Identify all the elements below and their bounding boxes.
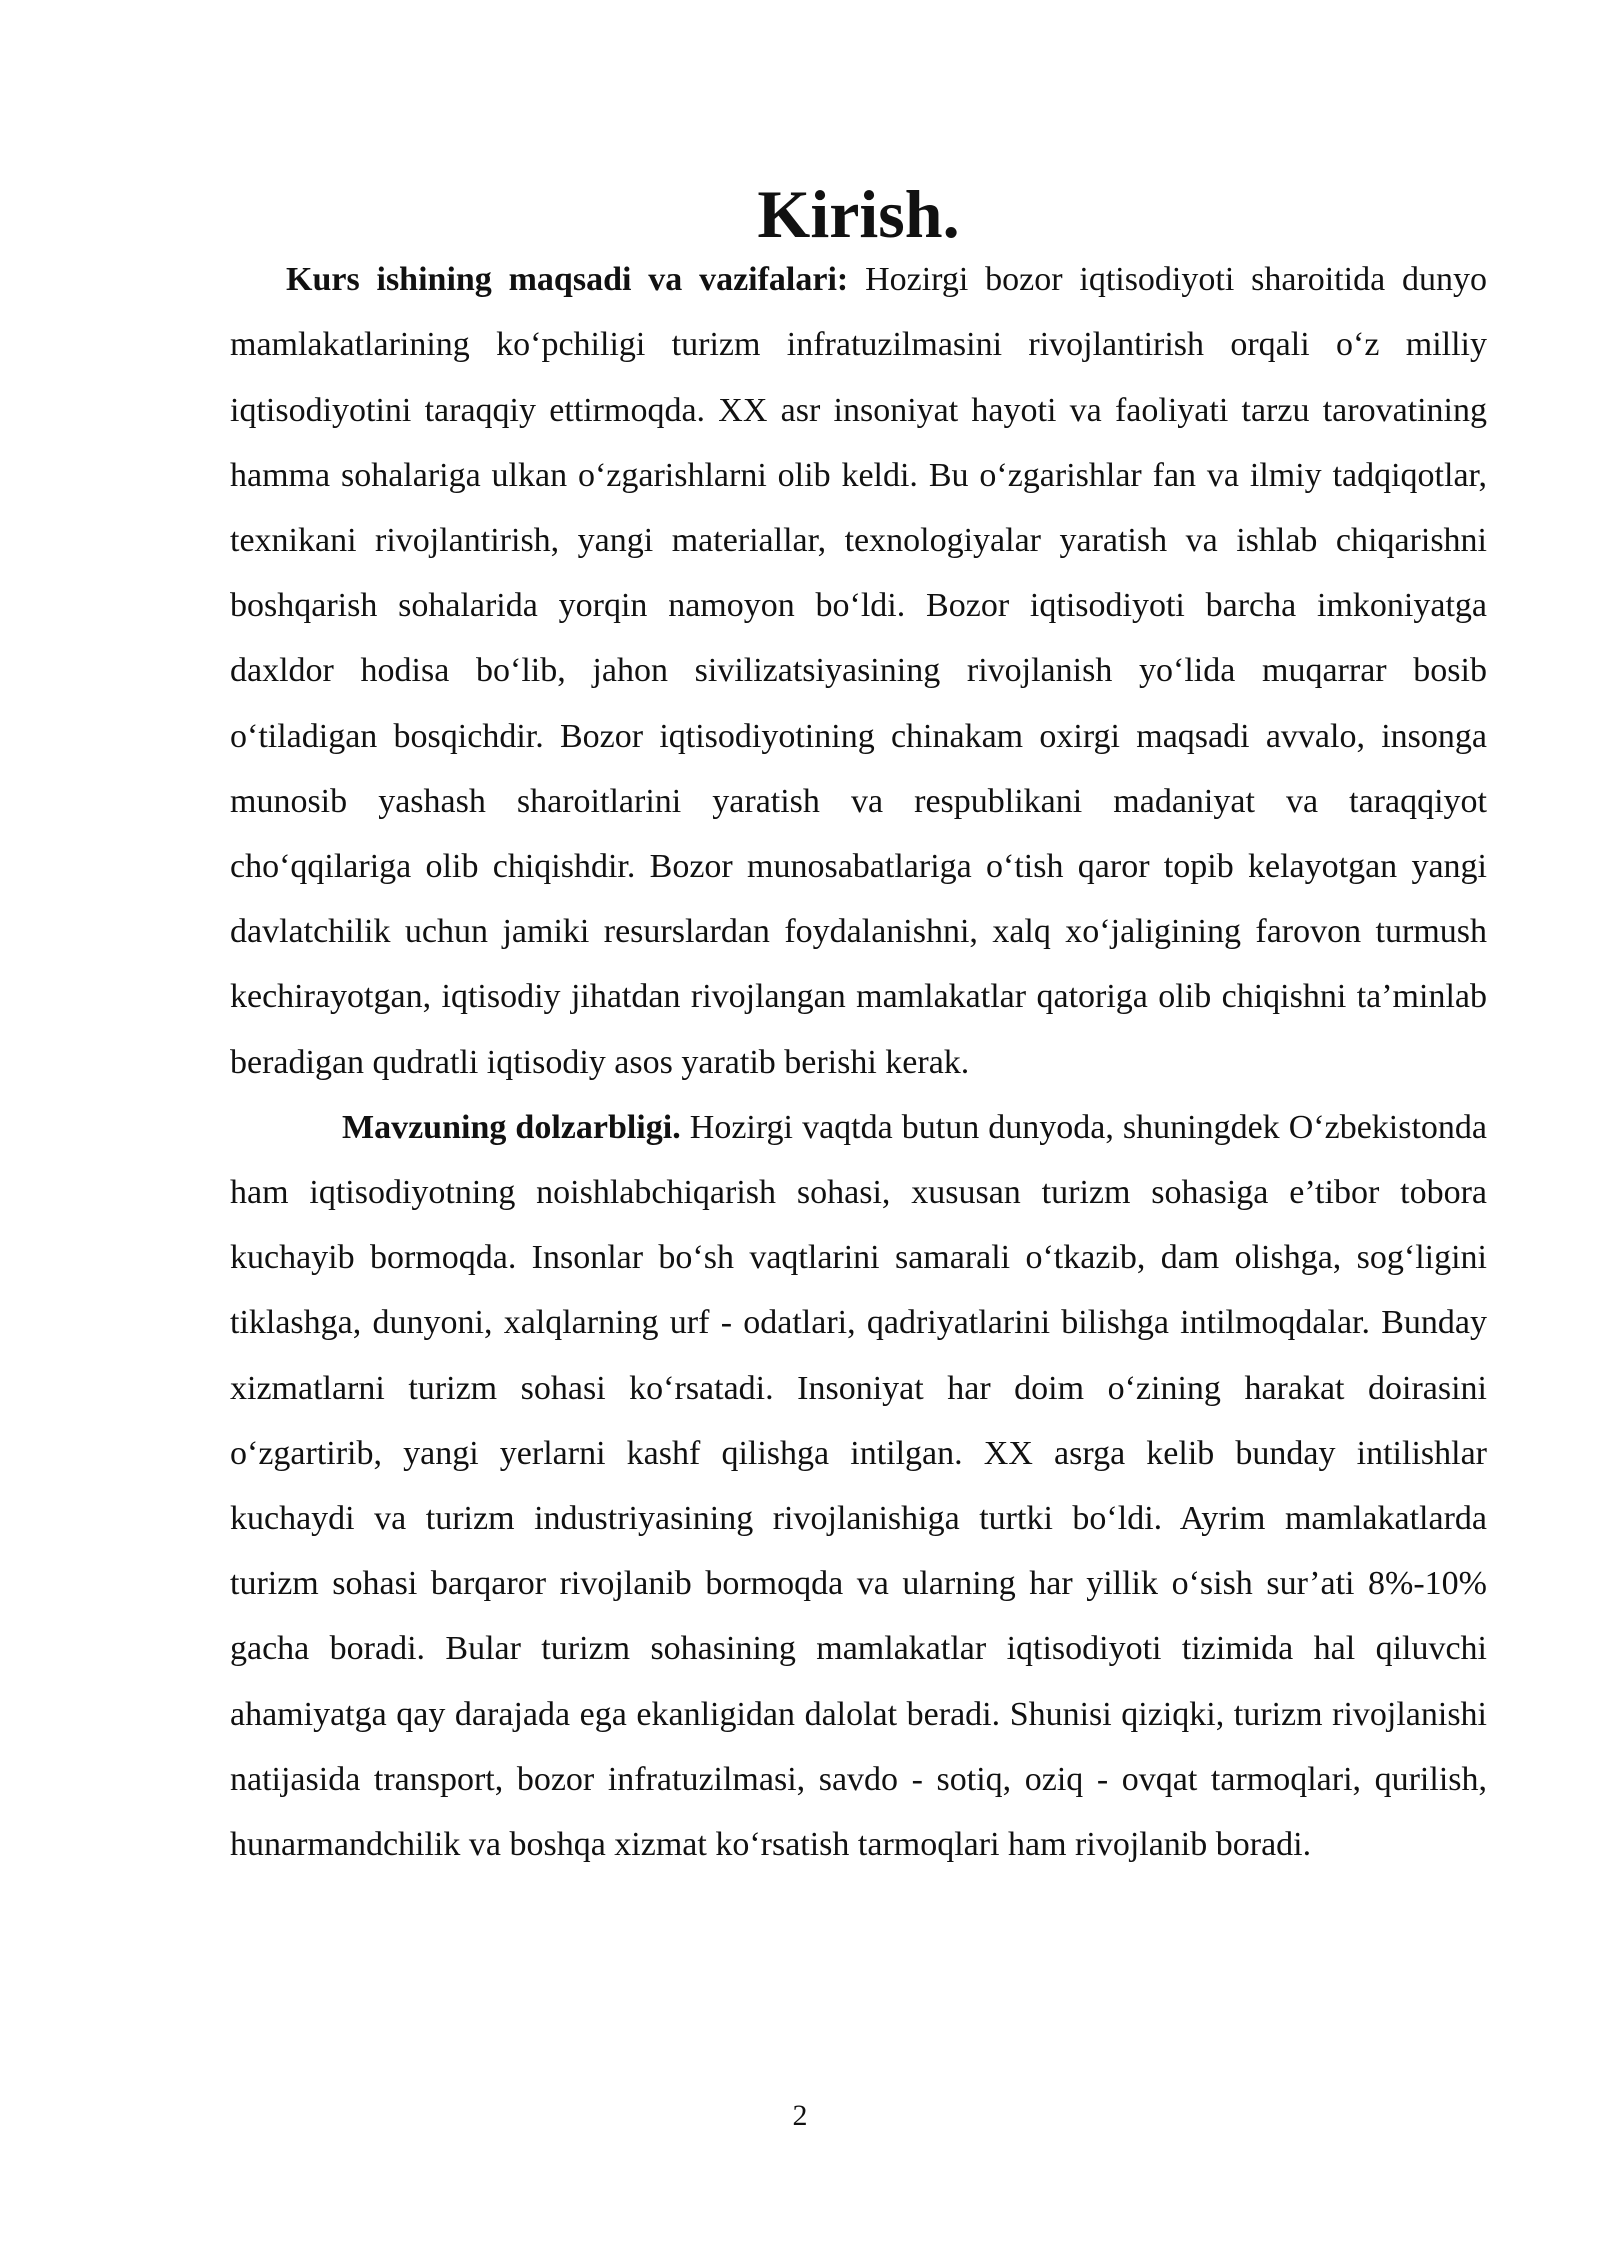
paragraph-text: Hozirgi vaqtda butun dunyoda, shuningdek O‘zbekistonda ham iqtisodiyotning noishlabchiqarish sohasi, xususan turizm sohasiga e’tibor tobora kuchayib bormoqda. Insonlar bo‘sh vaqtlarini samarali o‘tkazib, dam olishga, sog‘ligini tiklashga, dunyoni, xalqlarning urf - odatlari, qadriyatlarini bilishga intilmoqdalar. Bunday xizmatlarni turizm sohasi ko‘rsatadi. Insoniyat har doim o‘zining harakat doirasini o‘zgartirib, yangi yerlarni kashf qilishga intilgan. XX asrga kelib bunday intilishlar kuchaydi va turizm industriyasining rivojlanishiga turtki bo‘ldi. Ayrim mamlakatlarda turizm sohasi barqaror rivojlanib bormoqda va ularning har yillik o‘sish sur’ati 8%-10% gacha boradi. Bular turizm sohasining mamlakatlar iqtisodiyoti tizimida hal qiluvchi ahamiyatga qay darajada ega ekanligidan dalolat beradi. Shunisi qiziqki, turizm rivojlanishi natijasida transport, bozor infratuzilmasi, savdo - sotiq, oziq - ovqat tarmoqlari, qurilish, hunarmandchilik va boshqa xizmat ko‘rsatish tarmoqlari ham rivojlanib boradi.: [230, 1108, 1488, 1864]
paragraph-text: Hozirgi bozor iqtisodiyoti sharoitida dunyo mamlakatlarining ko‘pchiligi turizm infratuzilmasini rivojlantirish orqali o‘z milliy iqtisodiyotini taraqqiy ettirmoqda. XX asr insoniyat hayoti va faoliyati tarzu tarovatining hamma sohalariga ulkan o‘zgarishlarni olib keldi. Bu o‘zgarishlar fan va ilmiy tadqiqotlar, texnikani rivojlantirish, yangi materiallar, texnologiyalar yaratish va ishlab chiqarishni boshqarish sohalarida yorqin namoyon bo‘ldi. Bozor iqtisodiyoti barcha imkoniyatga daxldor hodisa bo‘lib, jahon sivilizatsiyasining rivojlanish yo‘lida muqarrar bosib o‘tiladigan bosqichdir. Bozor iqtisodiyotining chinakam oxirgi maqsadi avvalo, insonga munosib yashash sharoitlarini yaratish va respublikani madaniyat va taraqqiyot cho‘qqilariga olib chiqishdir. Bozor munosabatlariga o‘tish qaror topib kelayotgan yangi davlatchilik uchun jamiki resurslardan foydalanishni, xalq xo‘jaligining farovon turmush kechirayotgan, iqtisodiy jihatdan rivojlangan mamlakatlar qatoriga olib chiqishni ta’minlab beradigan qudratli iqtisodiy asos yaratib berishi kerak.: [230, 261, 1487, 1081]
paragraph-lead: Kurs ishining maqsadi va vazifalari:: [286, 261, 849, 299]
section-heading: Kirish.: [757, 176, 960, 252]
paragraph-lead: Mavzuning dolzarbligi.: [342, 1108, 681, 1146]
page-number: 2: [792, 2099, 808, 2132]
paragraph-goals: [230, 247, 1487, 1095]
paragraph-relevance: [230, 1095, 1487, 1877]
page-content: [230, 176, 1488, 1877]
